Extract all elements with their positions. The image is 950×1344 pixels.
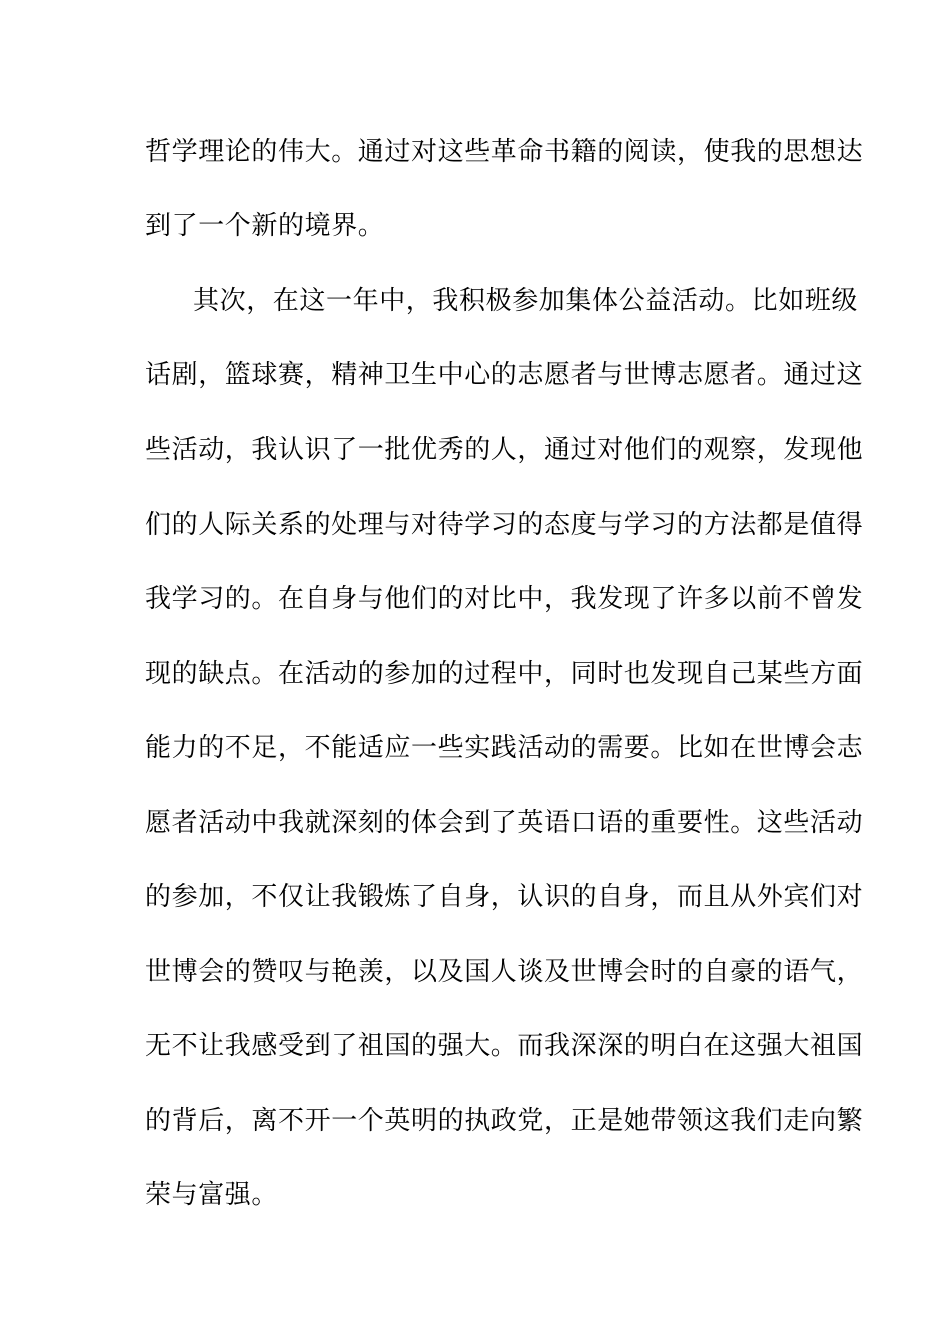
text-line: 愿者活动中我就深刻的体会到了英语口语的重要性。这些活动 <box>145 808 864 838</box>
paragraph-first-line: 其次，在这一年中，我积极参加集体公益活动。比如班级 <box>193 286 859 316</box>
text-line: 们的人际关系的处理与对待学习的态度与学习的方法都是值得 <box>145 510 864 540</box>
text-line: 荣与富强。 <box>145 1180 279 1210</box>
text-line: 世博会的赞叹与艳羡，以及国人谈及世博会时的自豪的语气， <box>145 957 864 987</box>
text-line: 话剧，篮球赛，精神卫生中心的志愿者与世博志愿者。通过这 <box>145 360 864 390</box>
text-line: 些活动，我认识了一批优秀的人，通过对他们的观察，发现他 <box>145 435 864 465</box>
text-line: 的背后，离不开一个英明的执政党，正是她带领这我们走向繁 <box>145 1106 864 1136</box>
text-line: 我学习的。在自身与他们的对比中，我发现了许多以前不曾发 <box>145 584 864 614</box>
text-line: 无不让我感受到了祖国的强大。而我深深的明白在这强大祖国 <box>145 1031 864 1061</box>
text-line: 哲学理论的伟大。通过对这些革命书籍的阅读，使我的思想达 <box>145 137 864 167</box>
text-line: 能力的不足，不能适应一些实践活动的需要。比如在世博会志 <box>145 733 864 763</box>
text-line: 的参加，不仅让我锻炼了自身，认识的自身，而且从外宾们对 <box>145 882 864 912</box>
text-line: 现的缺点。在活动的参加的过程中，同时也发现自己某些方面 <box>145 659 864 689</box>
text-line: 到了一个新的境界。 <box>145 211 385 241</box>
